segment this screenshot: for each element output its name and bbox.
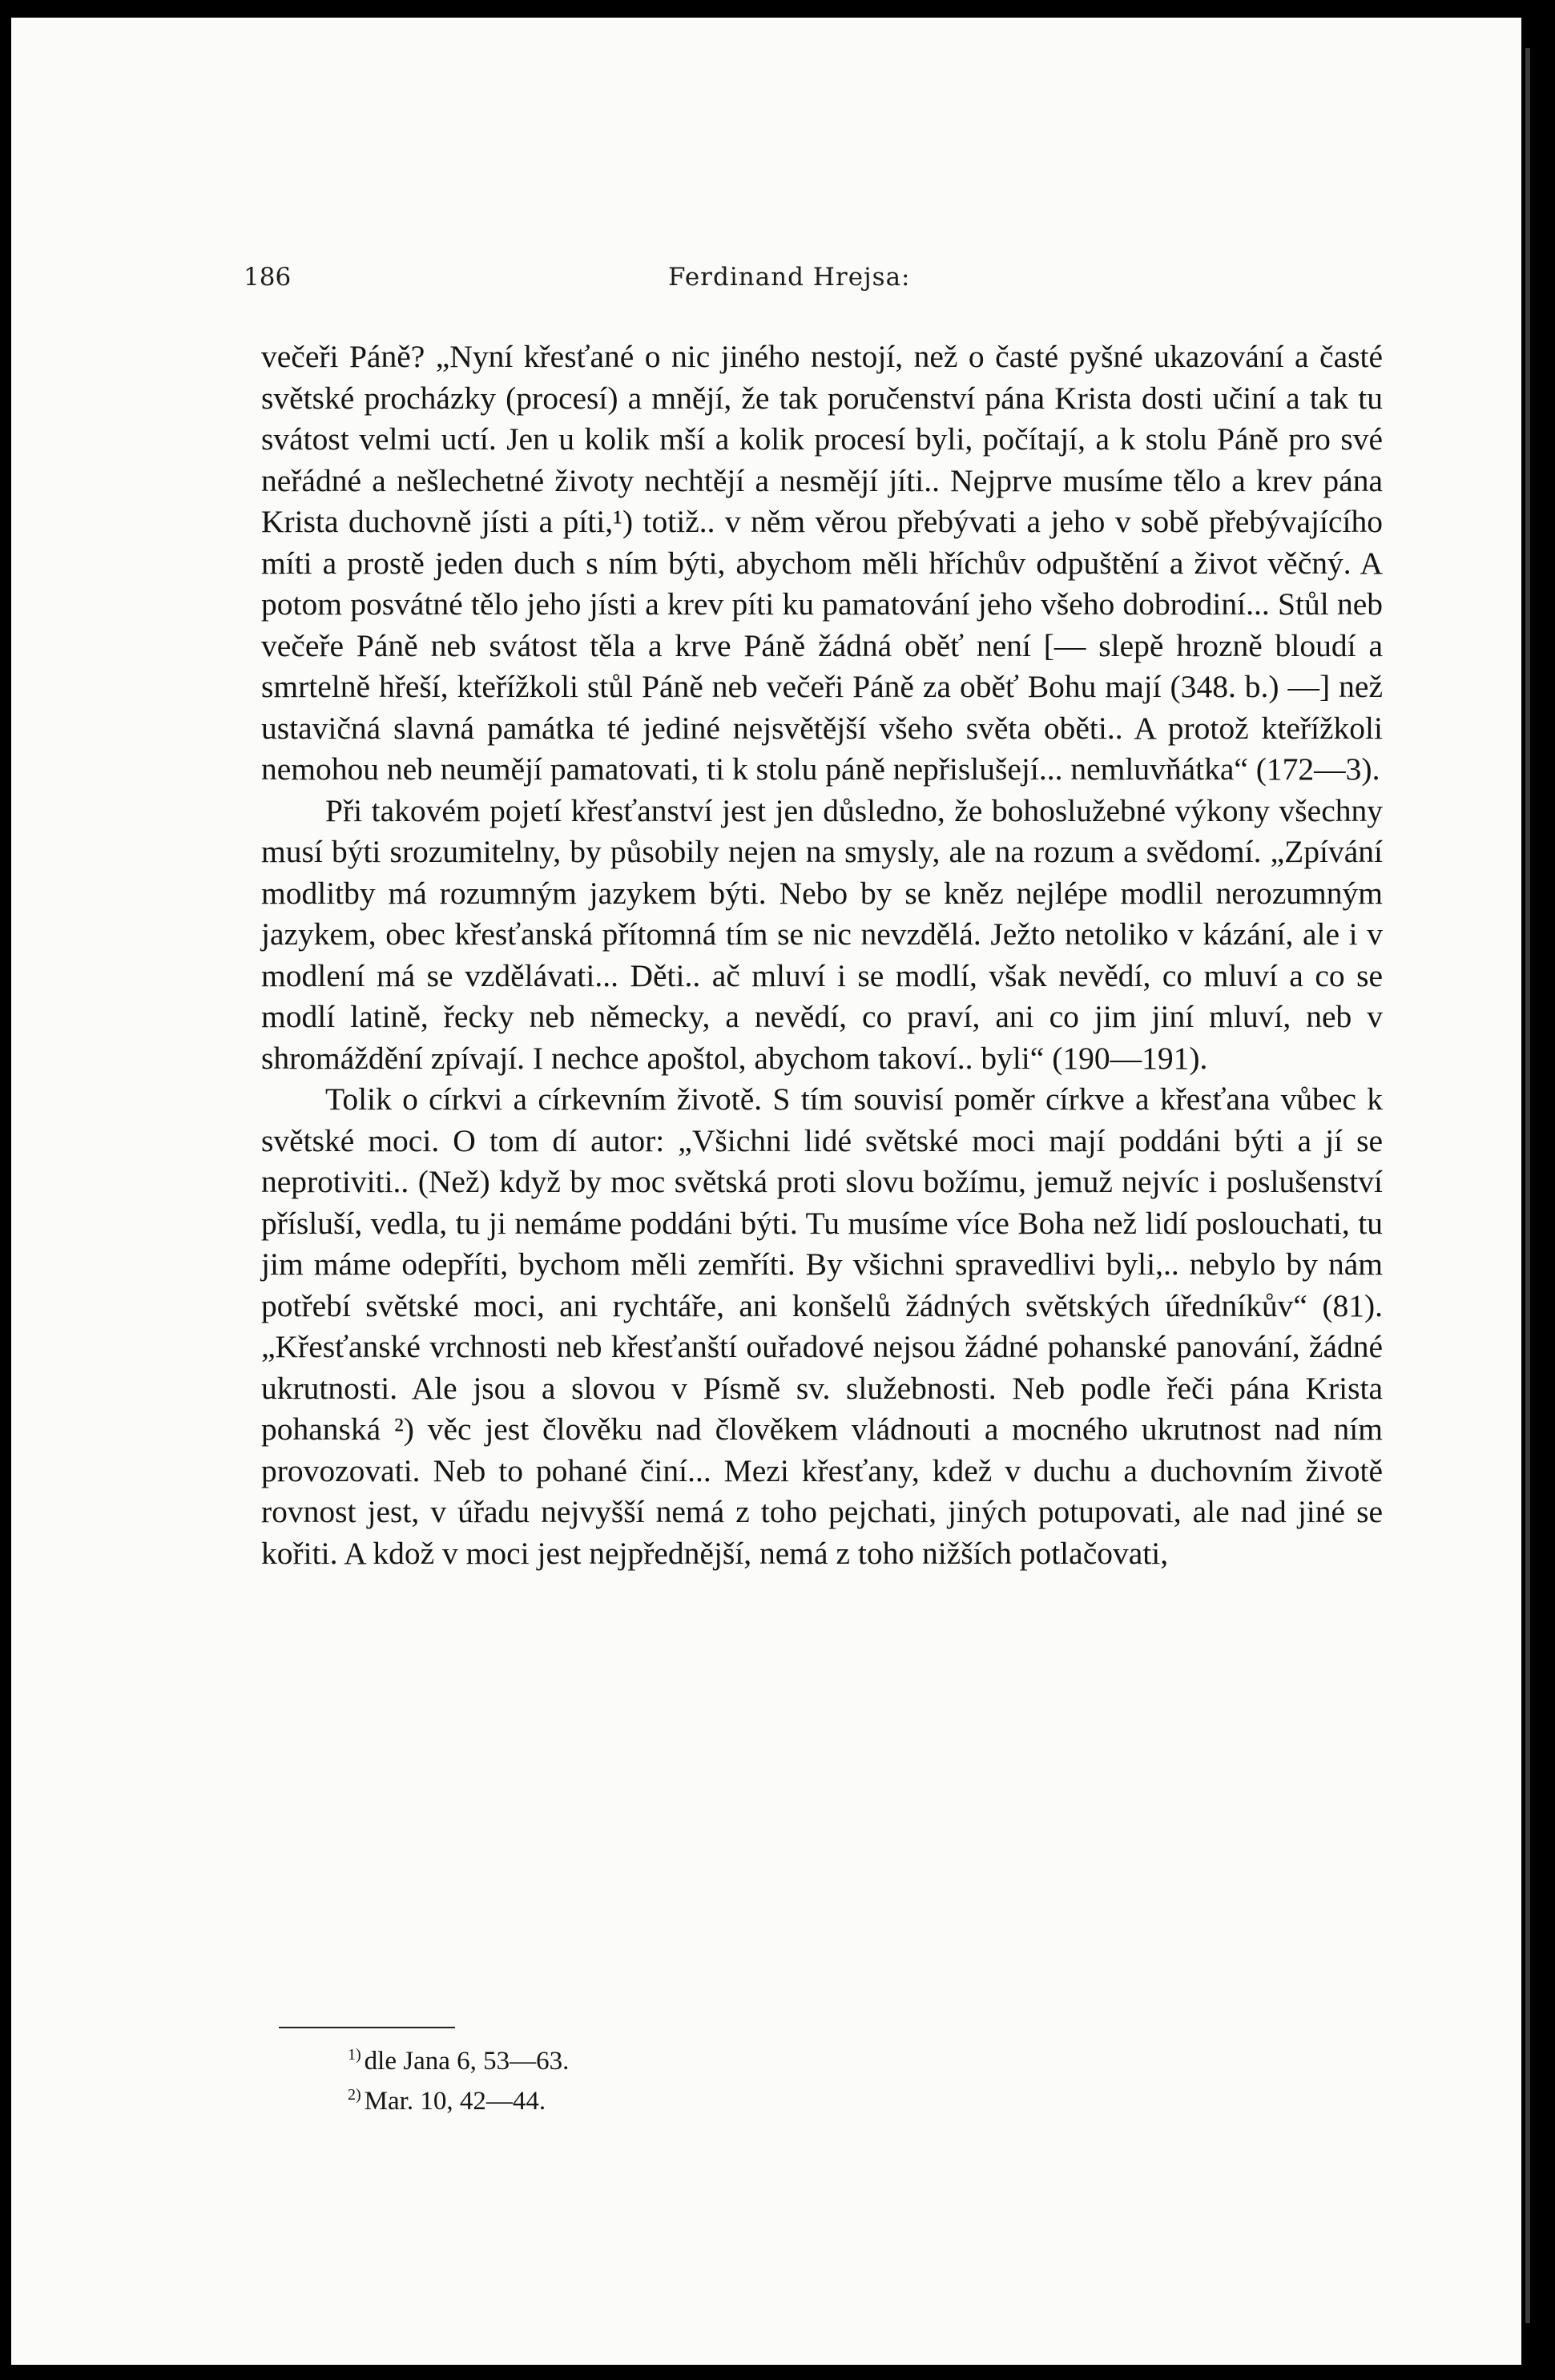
paragraph-liturgy-language: Při takovém pojetí křesťanství jest jen důsledno, že bohoslužebné výkony všechny musí býti srozumitelny, by působily nejen na smysly, ale na rozum a svědomí. „Zpívání modlitby má rozumným jazykem býti. Nebo by se kněz nejlépe modlil nerozumným jazykem, obec křesťanská přítomná tím se nic nevzdělá. Ježto netoliko v kázání, ale i v modlení má se vzdělávati... Děti.. ač mluví i se modlí, však nevědí, co mluví a co se modlí latině, řecky neb německy, a nevědí, co praví, ani co jim jiní mluví, neb v shromáždění zpívají. I nechce apoštol, abychom takoví.. byli“ (190—191). (261, 792, 1383, 1076)
book-page (11, 18, 1521, 2365)
paragraph-eucharist: večeři Páně? „Nyní křesťané o nic jiného nestojí, než o časté pyšné ukazování a časté světské procházky (procesí) a mnějí, že tak poručenství pána Krista dosti učiní a tak tu svátost velmi uctí. Jen u kolik mší a kolik procesí byli, počítají, a k stolu Páně pro své neřádné a nešlechetné životy nechtějí a nesmějí jíti.. Nejprve musíme tělo a krev pána Krista duchovně jísti a píti,¹) totiž.. v něm věrou přebývati a jeho v sobě přebývajícího míti a prostě jeden duch s ním býti, abychom měli hříchův odpuštění a život věčný. A potom posvátné tělo jeho jísti a krev píti ku pamatování jeho všeho dobrodiní... Stůl neb večeře Páně neb svátost těla a krve Páně žádná oběť není [— slepě hrozně bloudí a smrtelně hřeší, kteřížkoli stůl Páně neb večeři Páně za oběť Bohu mají (348. b.) —] než ustavičná slavná památka té jediné nejsvětější všeho světa oběti.. A protož kteřížkoli nemohou neb neumějí pamatovati, ti k stolu páně nepřislušejí... nemluvňátka“ (172—3). (261, 339, 1383, 787)
footnote-marker: 2) (348, 2086, 361, 2104)
footnote-marker: 1) (348, 2046, 361, 2064)
footnotes (348, 2038, 569, 2118)
running-head: Ferdinand Hrejsa: (668, 263, 911, 292)
footnote-text: Mar. 10, 42—44. (364, 2087, 546, 2116)
body-text (261, 336, 1383, 1574)
footnote (348, 2038, 569, 2078)
page-number: 186 (244, 263, 292, 292)
footnote (348, 2078, 569, 2118)
page-header (11, 263, 1521, 298)
page-edge-shadow (1525, 48, 1530, 2323)
paragraph-secular-power: Tolik o církvi a církevním životě. S tím souvisí poměr církve a křesťana vůbec k světské moci. O tom dí autor: „Všichni lidé světské moci mají poddáni býti a jí se neprotiviti.. (Než) když by moc světská proti slovu božímu, jemuž nejvíc i poslušenství přísluší, vedla, tu ji nemáme poddáni býti. Tu musíme více Boha než lidí poslouchati, tu jim máme odepříti, bychom měli zemříti. By všichni spravedlivi byli,.. nebylo by nám potřebí světské moci, ani rychtáře, ani konšelů žádných světských úředníkův“ (81). „Křesťanské vrchnosti neb křesťanští ouřadové nejsou žádné pohanské panování, žádné ukrutnosti. Ale jsou a slovou v Písmě sv. služebnosti. Neb podle řeči pána Krista pohanská ²) věc jest člověku nad člověkem vládnouti a mocného ukrutnost nad ním provozovati. Neb to pohané činí... Mezi křesťany, kdež v duchu a duchovním životě rovnost jest, v úřadu nejvyšší nemá z toho pejchati, jiných potupovati, ale nad jiné se kořiti. A kdož v moci jest nejpřednější, nemá z toho nižších potlačovati, (261, 1081, 1383, 1571)
footnote-divider (279, 2027, 455, 2028)
footnote-text: dle Jana 6, 53—63. (364, 2047, 570, 2076)
